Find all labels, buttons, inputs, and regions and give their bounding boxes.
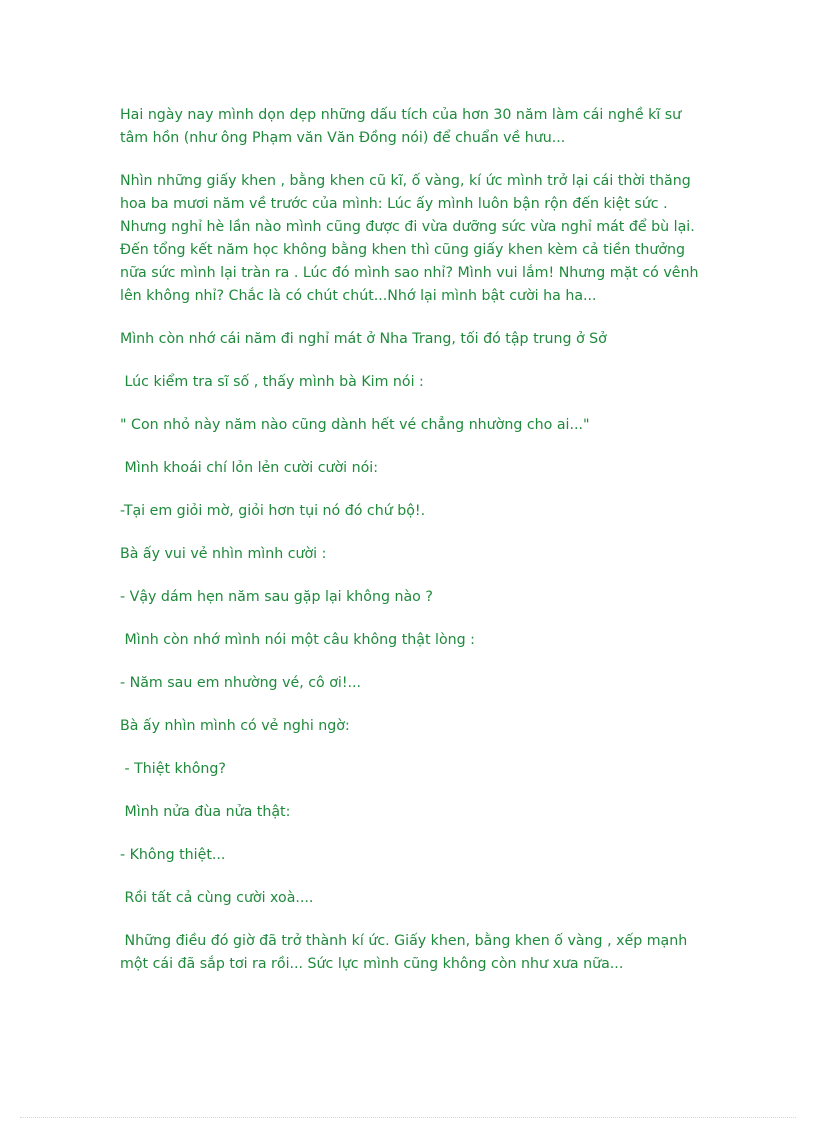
paragraph-narration-2: Mình còn nhớ mình nói một câu không thật lòng :	[120, 632, 475, 648]
paragraph-closing: Những điều đó giờ đã trở thành kí ức. Giấy khen, bằng khen ố vàng , xếp mạnh một cái đã sắp tơi ra rồi... Sức lực mình cũng không còn như xưa nữa...	[120, 933, 692, 972]
paragraph-dialogue-1: -Tại em giỏi mờ, giỏi hơn tụi nó đó chứ bộ!.	[120, 503, 426, 519]
paragraph-narration-4: Mình nửa đùa nửa thật:	[120, 804, 291, 820]
paragraph-dialogue-4: - Thiệt không?	[120, 761, 226, 777]
document-body	[120, 104, 703, 996]
paragraph-memories: Nhìn những giấy khen , bằng khen cũ kĩ, ố vàng, kí ức mình trở lại cái thời thăng hoa ba mươi năm về trước của mình: Lúc ấy mình luôn bận rộn đến kiệt sức . Nhưng nghỉ hè lần nào mình cũng được đi vừa dưỡng sức vừa nghỉ mát để bù lại. Đến tổng kết năm học không bằng khen thì cũng giấy khen kèm cả tiền thưởng nữa sức mình lại tràn ra . Lúc đó mình sao nhỉ? Mình vui lắm! Nhưng mặt có vênh lên không nhỉ? Chắc là có chút chút...Nhớ lại mình bật cười ha ha...	[120, 173, 703, 304]
paragraph-quote-kim: " Con nhỏ này năm nào cũng dành hết vé chẳng nhường cho ai..."	[120, 417, 590, 433]
paragraph-narration-1: Bà ấy vui vẻ nhìn mình cười :	[120, 546, 327, 562]
paragraph-nha-trang: Mình còn nhớ cái năm đi nghỉ mát ở Nha Trang, tối đó tập trung ở Sở	[120, 331, 607, 347]
paragraph-narration-3: Bà ấy nhìn mình có vẻ nghi ngờ:	[120, 718, 350, 734]
page-bottom-divider	[20, 1117, 796, 1118]
paragraph-laugh: Rồi tất cả cùng cười xoà....	[120, 890, 314, 906]
paragraph-roll-call: Lúc kiểm tra sĩ số , thấy mình bà Kim nói :	[120, 374, 424, 390]
paragraph-dialogue-2: - Vậy dám hẹn năm sau gặp lại không nào ?	[120, 589, 433, 605]
paragraph-dialogue-3: - Năm sau em nhường vé, cô ơi!...	[120, 675, 362, 691]
paragraph-reply-intro: Mình khoái chí lỏn lẻn cười cười nói:	[120, 460, 379, 476]
paragraph-dialogue-5: - Không thiệt...	[120, 847, 226, 863]
paragraph-intro: Hai ngày nay mình dọn dẹp những dấu tích của hơn 30 năm làm cái nghề kĩ sư tâm hồn (như ông Phạm văn Văn Đồng nói) để chuẩn về hưu...	[120, 107, 686, 146]
